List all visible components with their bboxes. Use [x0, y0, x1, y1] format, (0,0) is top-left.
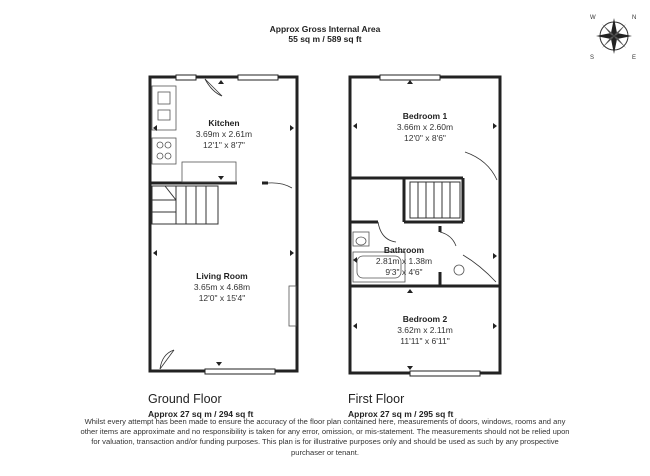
header-title: Approx Gross Internal Area: [269, 24, 381, 34]
room-name-bathroom: Bathroom: [383, 245, 425, 255]
room-name-bedroom-2: Bedroom 2: [402, 314, 448, 324]
stairs-ground: [152, 186, 218, 224]
stairs-first: [410, 182, 460, 218]
room-bathroom: [376, 245, 432, 277]
room-metric-living: 3.65m x 4.68m: [193, 282, 251, 292]
room-imperial-living: 12'0" x 15'4": [198, 293, 246, 303]
first-floor-title: First Floor: [348, 392, 405, 406]
first-floor-area: Approx 27 sq m / 295 sq ft: [348, 409, 454, 419]
room-bedroom-1: [397, 111, 453, 143]
room-name-living: Living Room: [196, 271, 248, 281]
room-kitchen: [196, 118, 252, 150]
room-imperial-bedroom-2: 11'11" x 6'11": [400, 336, 450, 346]
compass-n: N: [632, 15, 637, 21]
room-imperial-bedroom-1: 12'0" x 8'6": [404, 133, 446, 143]
room-metric-kitchen: 3.69m x 2.61m: [195, 129, 253, 139]
room-metric-bedroom-2: 3.62m x 2.11m: [397, 325, 453, 335]
room-living: [194, 271, 250, 303]
compass-e: E: [632, 55, 637, 61]
room-metric-bedroom-1: 3.66m x 2.60m: [396, 122, 454, 132]
disclaimer: Whilst every attempt has been made to ensure the accuracy of the floor plan contained here, measurements of doors, windows, rooms and any other items are approximate and no responsibility is taken for any error, omission, or mis-statement. The measurements should not be relied upon for valuation, transaction and/or funding purposes. This plan is for illustrative purposes only and should be used as such by any prospective purchaser or tenant.: [80, 417, 570, 457]
room-metric-bathroom: 2.81m x 1.38m: [375, 256, 433, 266]
room-imperial-kitchen: 12'1" x 8'7": [203, 140, 245, 150]
room-name-bedroom-1: Bedroom 1: [402, 111, 448, 121]
room-bedroom-2: [397, 314, 453, 346]
header-area: 55 sq m / 589 sq ft: [288, 34, 362, 44]
fireplace: [289, 286, 296, 326]
compass-s: S: [590, 55, 595, 61]
ground-floor-title: Ground Floor: [148, 392, 222, 406]
room-name-kitchen: Kitchen: [208, 118, 240, 128]
room-imperial-bathroom: 9'3" x 4'6": [385, 267, 423, 277]
ground-floor-area: Approx 27 sq m / 294 sq ft: [148, 409, 254, 419]
compass-w: W: [590, 15, 596, 21]
